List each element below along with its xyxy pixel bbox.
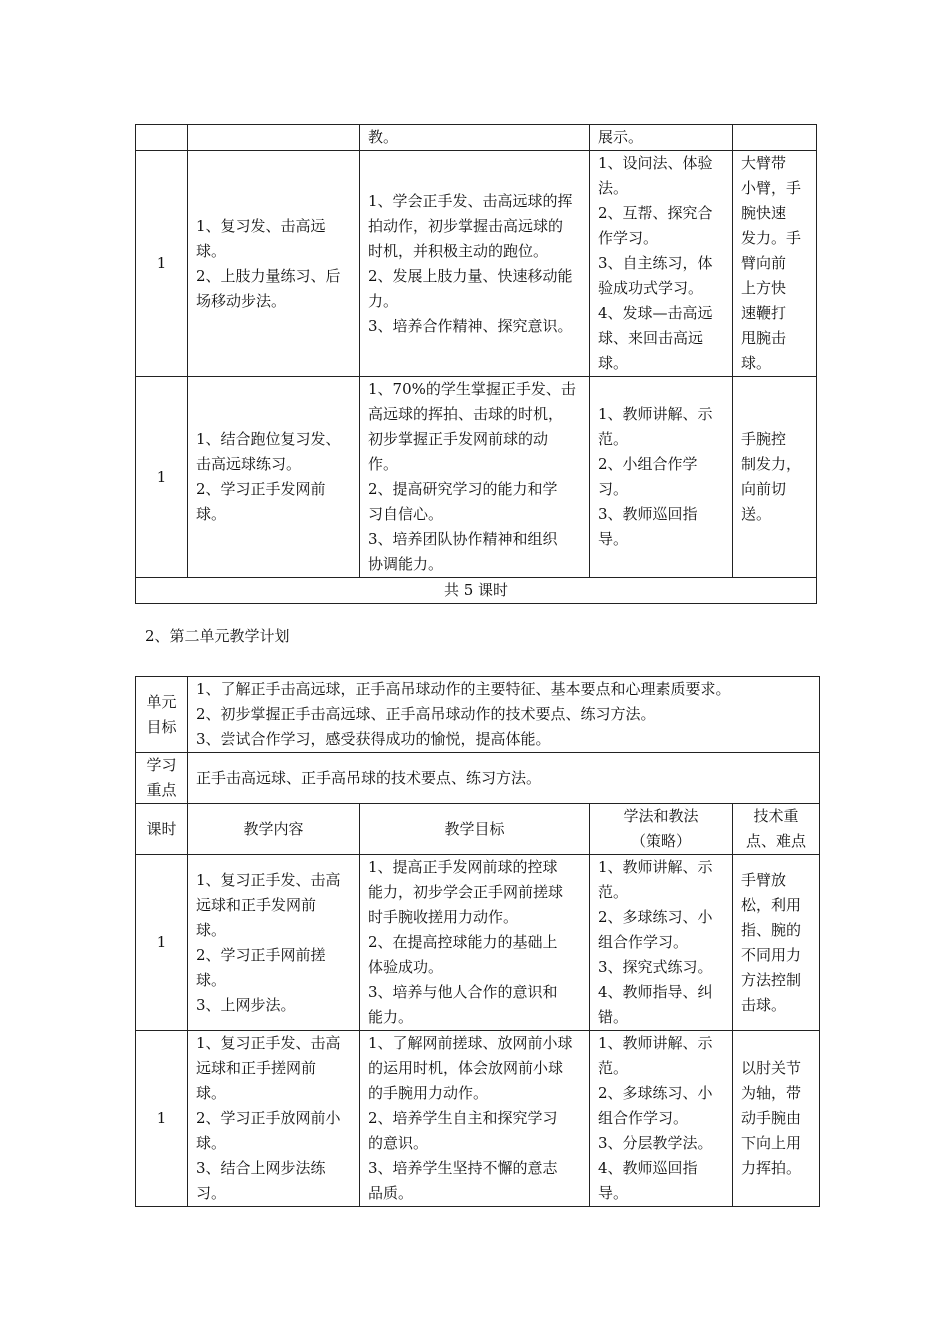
hours-cell [136,125,188,151]
table-row [136,1031,820,1207]
table-row [136,753,820,804]
focus-label: 学习 重点 [136,753,188,804]
table-row [136,855,820,1031]
total-hours: 共 5 课时 [136,578,817,604]
table-row [136,125,817,151]
learning-focus: 正手击高远球、正手高吊球的技术要点、练习方法。 [188,753,820,804]
header-hours: 课时 [136,804,188,855]
table-header-row [136,804,820,855]
table-row [136,677,820,753]
method-cell: 1、教师讲解、示 范。 2、小组合作学 习。 3、教师巡回指 导。 [590,377,733,578]
method-cell: 展示。 [590,125,733,151]
content-cell [188,125,360,151]
key-cell [733,125,817,151]
goal-cell: 教。 [360,125,590,151]
goal-cell: 1、70%的学生掌握正手发、击 高远球的挥拍、击球的时机， 初步掌握正手发网前球的动 作。 2、提高研究学习的能力和学 习自信心。 3、培养团队协作精神和组织 协调能力。 [360,377,590,578]
table-row [136,151,817,377]
unit-goal-label: 单元 目标 [136,677,188,753]
method-cell: 1、教师讲解、示 范。 2、多球练习、小 组合作学习。 3、分层教学法。 4、教师巡回指 导。 [590,1031,733,1207]
key-cell: 手腕控 制发力， 向前切 送。 [733,377,817,578]
content-cell: 1、复习正手发、击高 远球和正手发网前 球。 2、学习正手网前搓 球。 3、上网步法。 [188,855,360,1031]
header-goal: 教学目标 [360,804,590,855]
section-title: 2、第二单元教学计划 [145,627,290,645]
header-method: 学法和教法 （策略） [590,804,733,855]
content-cell: 1、复习发、击高远 球。 2、上肢力量练习、后 场移动步法。 [188,151,360,377]
hours-cell: 1 [136,1031,188,1207]
key-cell: 手臂放 松，利用 指、腕的 不同用力 方法控制 击球。 [733,855,820,1031]
hours-cell: 1 [136,151,188,377]
key-cell: 以肘关节 为轴，带 动手腕由 下向上用 力挥拍。 [733,1031,820,1207]
unit1-plan-table [135,124,817,604]
header-content: 教学内容 [188,804,360,855]
content-cell: 1、结合跑位复习发、 击高远球练习。 2、学习正手发网前 球。 [188,377,360,578]
goal-cell: 1、学会正手发、击高远球的挥 拍动作，初步掌握击高远球的 时机，并积极主动的跑位。 2、发展上肢力量、快速移动能 力。 3、培养合作精神、探究意识。 [360,151,590,377]
method-cell: 1、教师讲解、示 范。 2、多球练习、小 组合作学习。 3、探究式练习。 4、教师指导、纠 错。 [590,855,733,1031]
unit-goals: 1、了解正手击高远球，正手高吊球动作的主要特征、基本要点和心理素质要求。 2、初步掌握正手击高远球、正手高吊球动作的技术要点、练习方法。 3、尝试合作学习，感受获得成功的愉悦，提高体能。 [188,677,820,753]
hours-cell: 1 [136,855,188,1031]
method-cell: 1、设问法、体验 法。 2、互帮、探究合 作学习。 3、自主练习，体 验成功式学习。 4、发球—击高远 球、来回击高远 球。 [590,151,733,377]
content-cell: 1、复习正手发、击高 远球和正手搓网前 球。 2、学习正手放网前小 球。 3、结合上网步法练 习。 [188,1031,360,1207]
table-row [136,578,817,604]
goal-cell: 1、提高正手发网前球的控球 能力，初步学会正手网前搓球 时手腕收搓用力动作。 2、在提高控球能力的基础上 体验成功。 3、培养与他人合作的意识和 能力。 [360,855,590,1031]
header-key: 技术重 点、难点 [733,804,820,855]
table-row [136,377,817,578]
hours-cell: 1 [136,377,188,578]
unit2-plan-table [135,676,820,1207]
goal-cell: 1、了解网前搓球、放网前小球 的运用时机，体会放网前小球 的手腕用力动作。 2、培养学生自主和探究学习 的意识。 3、培养学生坚持不懈的意志 品质。 [360,1031,590,1207]
key-cell: 大臂带 小臂，手 腕快速 发力。手 臂向前 上方快 速鞭打 甩腕击 球。 [733,151,817,377]
